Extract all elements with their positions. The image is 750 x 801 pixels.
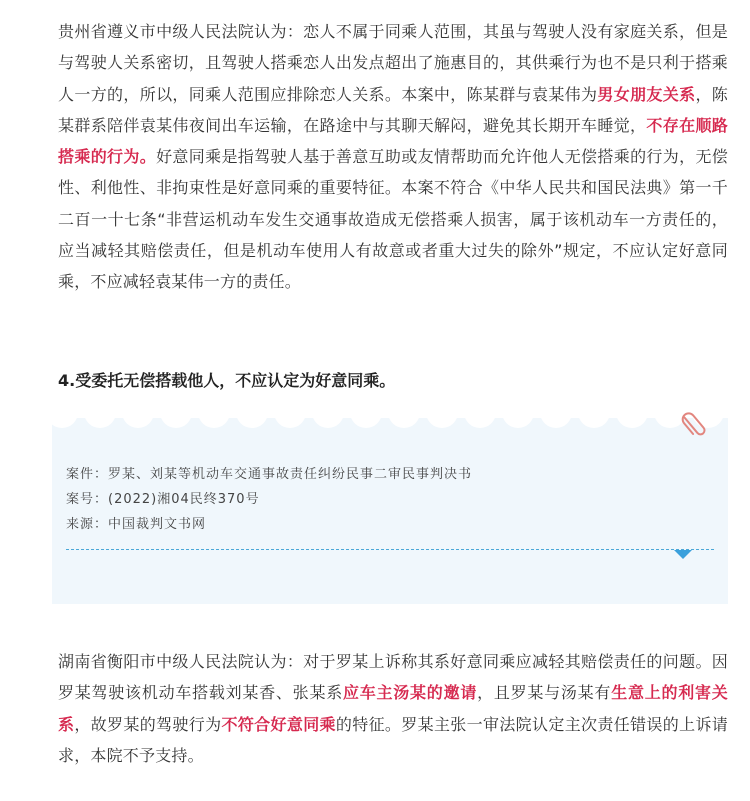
highlight-not-goodwill: 不符合好意同乘 <box>221 714 336 734</box>
scallop <box>426 418 458 428</box>
scallop <box>122 418 154 428</box>
paragraph-hengyang-court <box>58 646 728 771</box>
scallop <box>160 418 192 428</box>
paragraph-text: ，且罗某与汤某有 <box>477 683 612 703</box>
paragraph-text: ，故罗某的驾驶行为 <box>74 714 222 734</box>
paperclip-icon <box>680 408 712 442</box>
paragraph-text: 贵州省遵义市中级人民法院认为：恋人不属于同乘人范围，其虽与驾驶人没有家庭关系，但是与驾驶人关系密切，且驾驶人搭乘恋人出发点超出了施惠目的，其供乘行为也不是只利于搭乘人一方的，所以，同乘人范围应排除恋人关系。本案中，陈某群与袁某伟为 <box>58 22 728 104</box>
dashed-divider <box>66 549 714 550</box>
scallop <box>274 418 306 428</box>
paragraph-zunyi-court <box>58 16 728 298</box>
highlight-owner-invitation: 应车主汤某的邀请 <box>342 683 478 703</box>
scallop <box>616 418 648 428</box>
scallop <box>52 418 78 428</box>
paragraph-text: 湖南省衡阳市中级人民法院认为：对于罗某上诉称其系好意同乘应减轻其赔偿责任的问题。因罗某驾驶该机动车搭载刘某香、张某系 <box>58 652 728 703</box>
scallop <box>540 418 572 428</box>
case-name-line: 案件：罗某、刘某等机动车交通事故责任纠纷民事二审民事判决书 <box>66 467 473 482</box>
scallop <box>198 418 230 428</box>
paragraph-text: 好意同乘是指驾驶人基于善意互助或友情帮助而允许他人无偿搭乘的行为，无偿性、利他性、非拘束性是好意同乘的重要特征。本案不符合《中华人民共和国民法典》第一千二百一十七条“非营运机动车发生交通事故造成无偿搭乘人损害，属于该机动车一方责任的，应当减轻其赔偿责任，但是机动车使用人有故意或者重大过失的除外”规定，不应认定好意同乘，不应减轻袁某伟一方的责任。 <box>58 147 728 292</box>
scallop <box>464 418 496 428</box>
scalloped-edge <box>52 418 728 432</box>
scallop <box>578 418 610 428</box>
scallop <box>502 418 534 428</box>
case-number-line: 案号：(2022)湘04民终370号 <box>66 492 260 507</box>
scallop <box>350 418 382 428</box>
scallop <box>388 418 420 428</box>
highlight-no-ride-along: 不存在顺路搭乘的行为。 <box>58 115 728 167</box>
paragraph-text: ，陈某群系陪伴袁某伟夜间出车运输，在路途中与其聊天解闷，避免其长期开车睡觉， <box>58 84 728 135</box>
case-info-card <box>52 418 728 604</box>
highlight-relationship: 男女朋友关系 <box>597 84 696 104</box>
section-heading: 4.受委托无偿搭载他人，不应认定为好意同乘。 <box>58 371 396 390</box>
paragraph-text: 的特征。罗某主张一审法院认定主次责任错误的上诉请求，本院不予支持。 <box>58 714 729 765</box>
case-source-line: 来源：中国裁判文书网 <box>66 517 207 532</box>
scallop <box>84 418 116 428</box>
triangle-down-icon <box>674 550 692 559</box>
scallop <box>236 418 268 428</box>
scallop <box>312 418 344 428</box>
highlight-business-interest: 生意上的利害关系 <box>58 683 728 734</box>
